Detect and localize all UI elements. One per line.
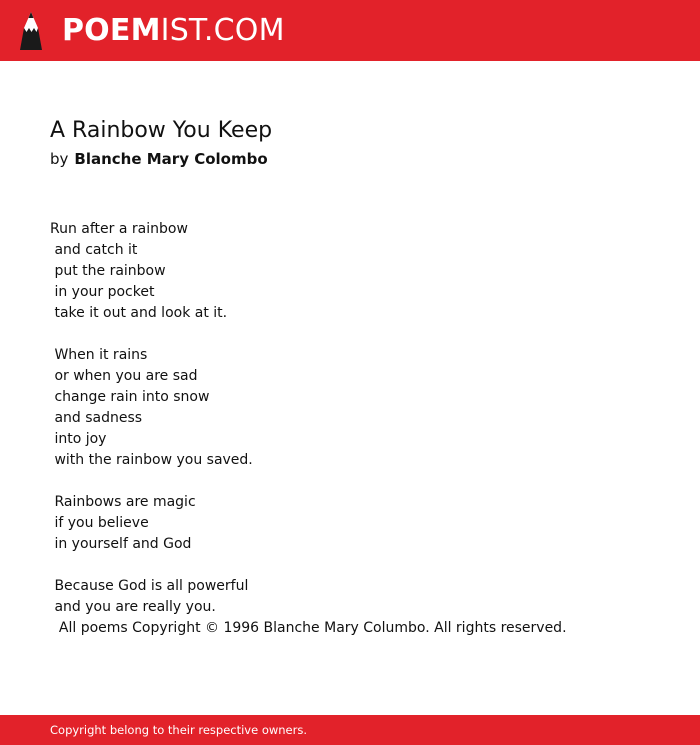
stanza-break	[50, 324, 690, 345]
poem-byline	[50, 149, 670, 169]
poem-body	[50, 219, 690, 639]
site-logo-text	[62, 12, 285, 48]
poem-line: When it rains	[50, 347, 148, 363]
stanza-break	[50, 471, 690, 492]
poem-line: in your pocket	[50, 284, 155, 300]
poem-heading	[50, 113, 670, 169]
poem-author[interactable]: Blanche Mary Colombo	[74, 150, 268, 168]
poem-copyright: All poems Copyright © 1996 Blanche Mary Columbo. All rights reserved.	[50, 620, 567, 636]
stanza-break	[50, 555, 690, 576]
poem-line: in yourself and God	[50, 536, 192, 552]
poem-line: and catch it	[50, 242, 138, 258]
poem-line: Rainbows are magic	[50, 494, 196, 510]
poem-line: and sadness	[50, 410, 143, 426]
logo-text-light: IST.COM	[160, 12, 285, 48]
poem-line: Run after a rainbow	[50, 221, 188, 237]
footer-copyright: Copyright belong to their respective owners.	[50, 723, 308, 737]
logo-text-bold: POEM	[62, 12, 161, 48]
poem-line: put the rainbow	[50, 263, 166, 279]
pencil-icon	[18, 10, 44, 52]
poem-line: Because God is all powerful	[50, 578, 249, 594]
by-label: by	[50, 150, 69, 168]
site-header	[0, 0, 700, 61]
poem-title: A Rainbow You Keep	[50, 118, 273, 143]
site-footer	[0, 715, 700, 745]
site-logo-link[interactable]	[18, 0, 285, 61]
poem-line: or when you are sad	[50, 368, 198, 384]
poem-line: take it out and look at it.	[50, 305, 228, 321]
poem-line: if you believe	[50, 515, 149, 531]
poem-line: change rain into snow	[50, 389, 210, 405]
poem-line: with the rainbow you saved.	[50, 452, 253, 468]
poem-line: into joy	[50, 431, 107, 447]
poem-line: and you are really you.	[50, 599, 216, 615]
